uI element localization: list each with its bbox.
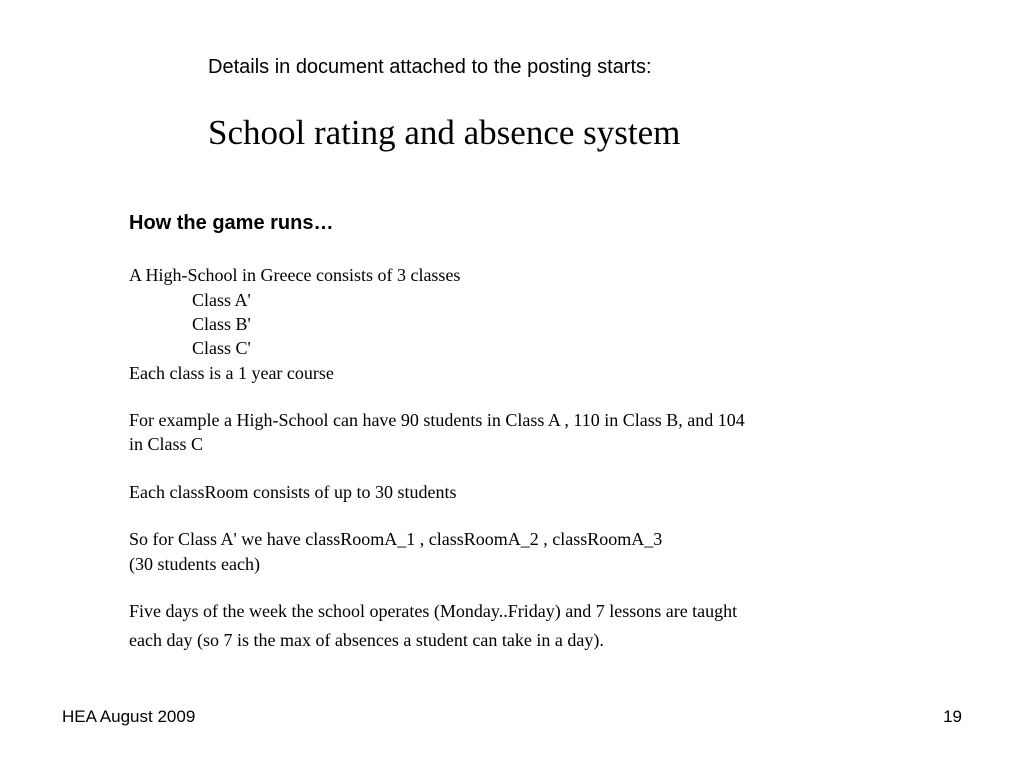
body-line-schedule: Five days of the week the school operates (Monday..Friday) and 7 lessons are taught xyxy=(129,601,738,621)
section-heading: How the game runs… xyxy=(129,212,334,234)
document-title: School rating and absence system xyxy=(208,113,681,152)
body-line-class-b: Class B' xyxy=(192,314,251,334)
slide-header: Details in document attached to the posting starts: xyxy=(208,56,652,78)
body-line-example: For example a High-School can have 90 students in Class A , 110 in Class B, and 104 xyxy=(129,410,745,430)
body-line-course-length: Each class is a 1 year course xyxy=(129,363,334,383)
body-line-classroom-size: Each classRoom consists of up to 30 students xyxy=(129,482,457,502)
body-line-class-c: Class C' xyxy=(192,338,251,358)
body-line-classes-intro: A High-School in Greece consists of 3 classes xyxy=(129,265,461,285)
body-line-classrooms: So for Class A' we have classRoomA_1 , classRoomA_2 , classRoomA_3 xyxy=(129,529,663,549)
footer-label: HEA August 2009 xyxy=(62,707,196,726)
body-line-example-cont: in Class C xyxy=(129,434,204,454)
body-line-classrooms-cont: (30 students each) xyxy=(129,554,260,574)
page-number: 19 xyxy=(943,707,962,726)
body-line-schedule-cont: each day (so 7 is the max of absences a student can take in a day). xyxy=(129,630,604,650)
body-line-class-a: Class A' xyxy=(192,290,251,310)
